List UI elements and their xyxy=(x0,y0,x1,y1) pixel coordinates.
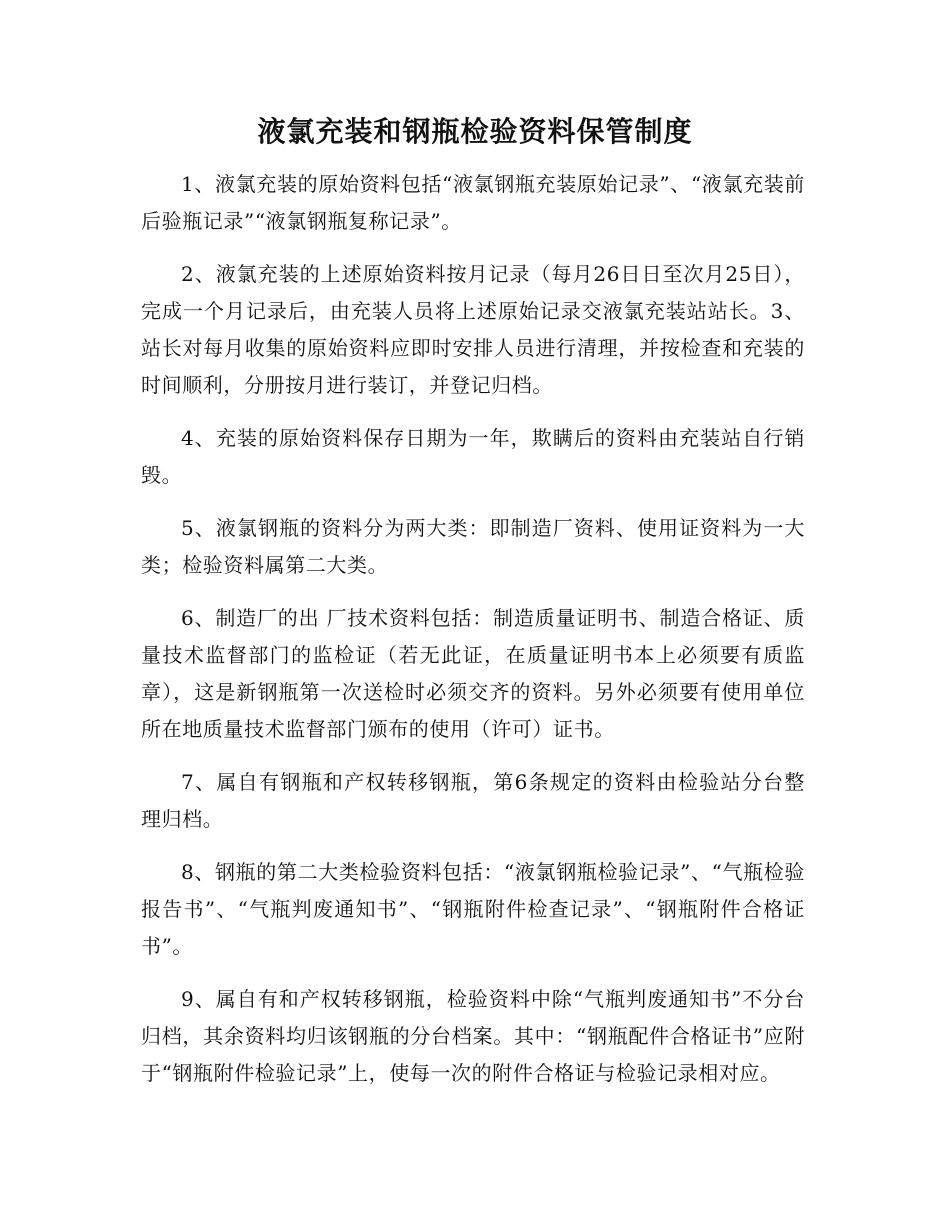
paragraph-7: 7、属自有钢瓶和产权转移钢瓶，第6条规定的资料由检验站分台整理归档。 xyxy=(141,770,805,831)
document-title: 液氯充装和钢瓶检验资料保管制度 xyxy=(257,115,693,148)
paragraph-1: 1、液氯充装的原始资料包括“液氯钢瓶充装原始记录”、“液氯充装前后验瓶记录”“液氯钢瓶复称记录”。 xyxy=(141,172,805,233)
paragraph-5: 5、液氯钢瓶的资料分为两大类：即制造厂资料、使用证资料为一大类；检验资料属第二大类。 xyxy=(141,516,805,577)
paragraph-6: 6、制造厂的出 厂技术资料包括：制造质量证明书、制造合格证、质量技术监督部门的监检证（若无此证，在质量证明书本上必须要有质监章），这是新钢瓶第一次送检时必须交齐的资料。另外必须要有使用单位所在地质量技术监督部门颁布的使用（许可）证书。 xyxy=(141,606,805,741)
paragraph-2: 2、液氯充装的上述原始资料按月记录（每月26日日至次月25日），完成一个月记录后，由充装人员将上述原始记录交液氯充装站站长。3、站长对每月收集的原始资料应即时安排人员进行清理，并按检查和充装的时间顺利，分册按月进行装订，并登记归档。 xyxy=(141,262,805,397)
paragraph-9: 9、属自有和产权转移钢瓶，检验资料中除“气瓶判废通知书”不分台归档，其余资料均归该钢瓶的分台档案。其中：“钢瓶配件合格证书”应附于“钢瓶附件检验记录”上，使每一次的附件合格证与检验记录相对应。 xyxy=(141,987,805,1085)
paragraph-4: 4、充装的原始资料保存日期为一年，欺瞒后的资料由充装站自行销毁。 xyxy=(141,426,805,487)
paragraph-8: 8、钢瓶的第二大类检验资料包括：“液氯钢瓶检验记录”、“气瓶检验报告书”、“气瓶判废通知书”、“钢瓶附件检查记录”、“钢瓶附件合格证书”。 xyxy=(141,860,805,958)
document-body xyxy=(141,166,805,1108)
